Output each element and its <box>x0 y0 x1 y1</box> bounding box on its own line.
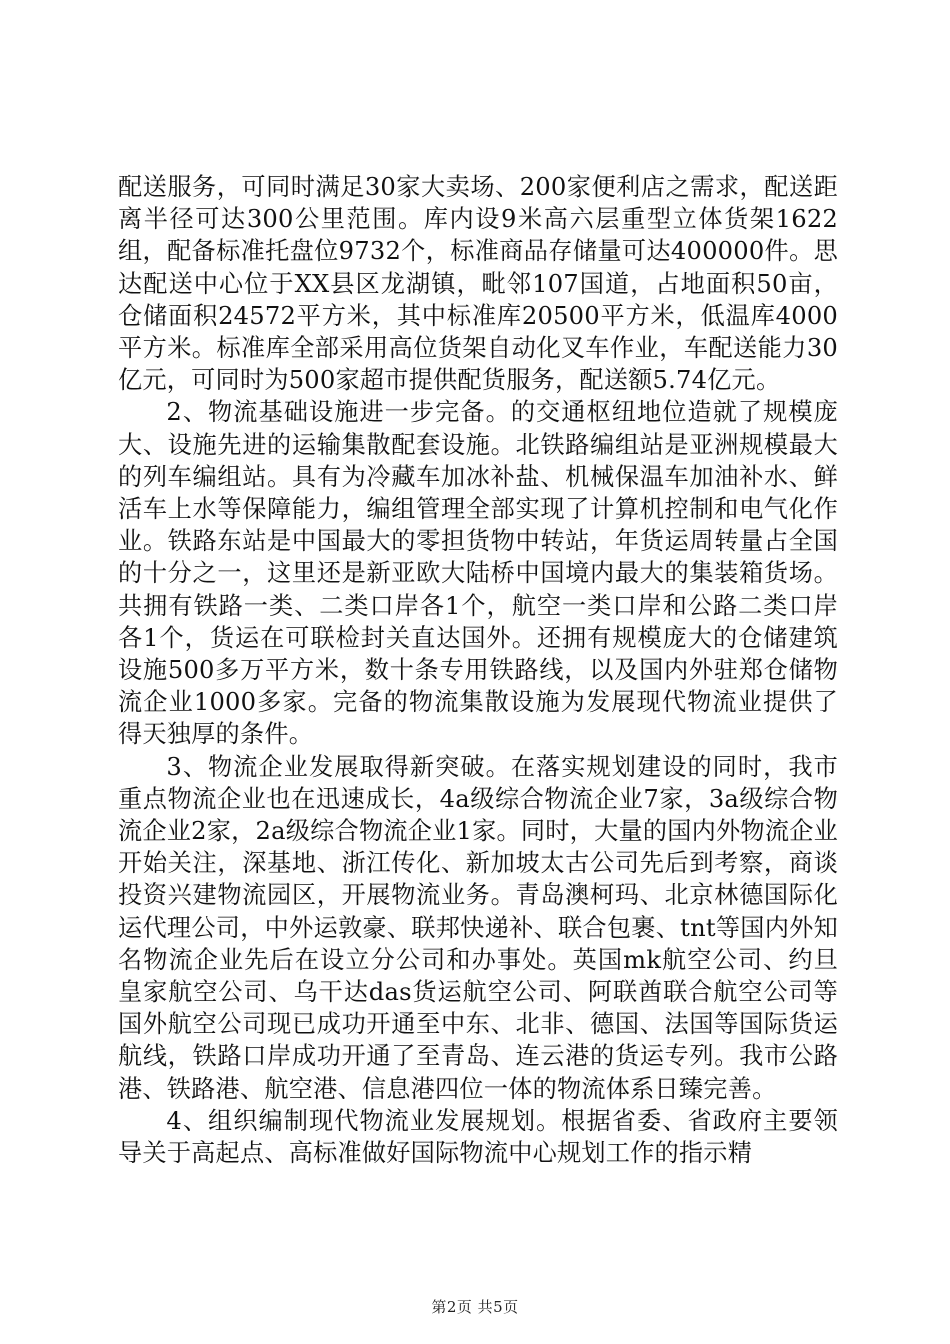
page-number-footer: 第2页 共5页 <box>431 1298 519 1316</box>
paragraph-development-plan: 4、组织编制现代物流业发展规划。根据省委、省政府主要领导关于高起点、高标准做好国际物流中心规划工作的指示精 <box>118 1106 838 1168</box>
document-body <box>118 171 838 1169</box>
paragraph-infrastructure: 2、物流基础设施进一步完备。的交通枢纽地位造就了规模庞大、设施先进的运输集散配套设施。北铁路编组站是亚洲规模最大的列车编组站。具有为冷藏车加冰补盐、机械保温车加油补水、鲜活车上水等保障能力，编组管理全部实现了计算机控制和电气化作业。铁路东站是中国最大的零担货物中转站，年货运周转量占全国的十分之一，这里还是新亚欧大陆桥中国境内最大的集装箱货场。共拥有铁路一类、二类口岸各1个，航空一类口岸和公路二类口岸各1个，货运在可联检封关直达国外。还拥有规模庞大的仓储建筑设施500多万平方米，数十条专用铁路线，以及国内外驻郑仓储物流企业1000多家。完备的物流集散设施为发展现代物流业提供了得天独厚的条件。 <box>118 398 838 749</box>
paragraph-distribution-center: 配送服务，可同时满足30家大卖场、200家便利店之需求，配送距离半径可达300公里范围。库内设9米高六层重型立体货架1622组，配备标准托盘位9732个，标准商品存储量可达400000件。思达配送中心位于XX县区龙湖镇，毗邻107国道，占地面积50亩，仓储面积24572平方米，其中标准库20500平方米，低温库4000平方米。标准库全部采用高位货架自动化叉车作业，车配送能力30亿元，可同时为500家超市提供配货服务，配送额5.74亿元。 <box>118 173 838 395</box>
paragraph-enterprise-development: 3、物流企业发展取得新突破。在落实规划建设的同时，我市重点物流企业也在迅速成长，4a级综合物流企业7家，3a级综合物流企业2家，2a级综合物流企业1家。同时，大量的国内外物流企业开始关注，深基地、浙江传化、新加坡太古公司先后到考察，商谈投资兴建物流园区，开展物流业务。青岛澳柯玛、北京林德国际化运代理公司，中外运敦豪、联邦快递补、联合包裹、tnt等国内外知名物流企业先后在设立分公司和办事处。英国mk航空公司、约旦皇家航空公司、乌干达das货运航空公司、阿联酋联合航空公司等国外航空公司现已成功开通至中东、北非、德国、法国等国际货运航线，铁路口岸成功开通了至青岛、连云港的货运专列。我市公路港、铁路港、航空港、信息港四位一体的物流体系日臻完善。 <box>118 752 838 1103</box>
